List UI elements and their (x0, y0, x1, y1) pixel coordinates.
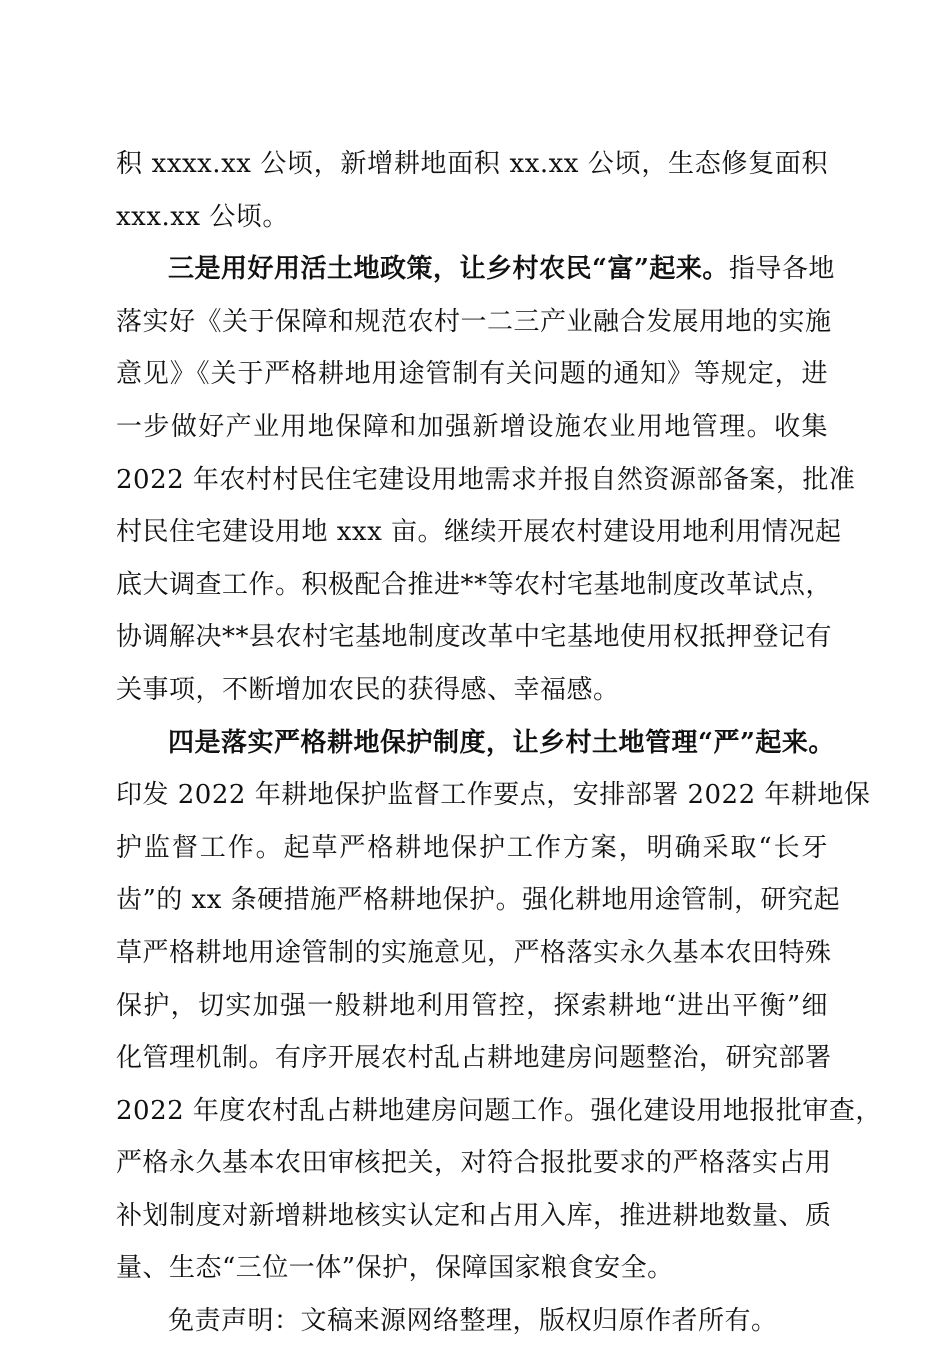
text-line: 底大调查工作。积极配合推进**等农村宅基地制度改革试点， (116, 569, 833, 600)
text-line: 严格永久基本农田审核把关，对符合报批要求的严格落实占用 (116, 1148, 832, 1179)
text-line: 齿”的 xx 条硬措施严格耕地保护。强化耕地用途管制，研究起 (116, 885, 841, 916)
text-line: 协调解决**县农村宅基地制度改革中宅基地使用权抵押登记有 (116, 622, 833, 653)
text-line (116, 243, 835, 296)
disclaimer-text: 免责声明：文稿来源网络整理，版权归原作者所有。 (168, 1306, 778, 1337)
text-line: 关事项，不断增加农民的获得感、幸福感。 (116, 674, 620, 705)
text-line: 2022 年度农村乱占耕地建房问题工作。强化建设用地报批审查， (116, 1095, 882, 1126)
text-line: 量、生态“三位一体”保护，保障国家粮食安全。 (116, 1253, 674, 1284)
paragraph-farmland-protection (116, 717, 882, 1296)
paragraph-heading: 四是落实严格耕地保护制度，让乡村土地管理“严”起来。 (168, 727, 835, 758)
text-line: 护监督工作。起草严格耕地保护工作方案，明确采取“长牙 (116, 832, 828, 863)
paragraph-continuation (116, 138, 828, 243)
text-line: 2022 年农村村民住宅建设用地需求并报自然资源部备案，批准 (116, 464, 856, 495)
text-line: 村民住宅建设用地 xxx 亩。继续开展农村建设用地利用情况起 (116, 517, 842, 548)
text-line: 化管理机制。有序开展农村乱占耕地建房问题整治，研究部署 (116, 1043, 832, 1074)
text-line: xxx.xx 公顷。 (116, 201, 289, 232)
text-line: 草严格耕地用途管制的实施意见，严格落实永久基本农田特殊 (116, 937, 832, 968)
heading-line-rest: 指导各地 (728, 254, 835, 285)
paragraph-heading: 三是用好用活土地政策，让乡村农民“富”起来。 (168, 254, 729, 285)
paragraph-rural-land-policy (116, 243, 856, 716)
document-body (116, 138, 882, 1348)
text-line: 意见》《关于严格耕地用途管制有关问题的通知》等规定，进 (116, 359, 828, 390)
paragraph-disclaimer (116, 1295, 828, 1348)
text-line: 保护，切实加强一般耕地利用管控，探索耕地“进出平衡”细 (116, 990, 828, 1021)
text-line: 补划制度对新增耕地核实认定和占用入库，推进耕地数量、质 (116, 1200, 832, 1231)
text-line: 积 xxxx.xx 公顷，新增耕地面积 xx.xx 公顷，生态修复面积 (116, 149, 828, 179)
text-line: 印发 2022 年耕地保护监督工作要点，安排部署 2022 年耕地保 (116, 780, 871, 811)
text-line: 落实好《关于保障和规范农村一二三产业融合发展用地的实施 (116, 306, 832, 337)
text-line: 一步做好产业用地保障和加强新增设施农业用地管理。收集 (116, 411, 828, 442)
